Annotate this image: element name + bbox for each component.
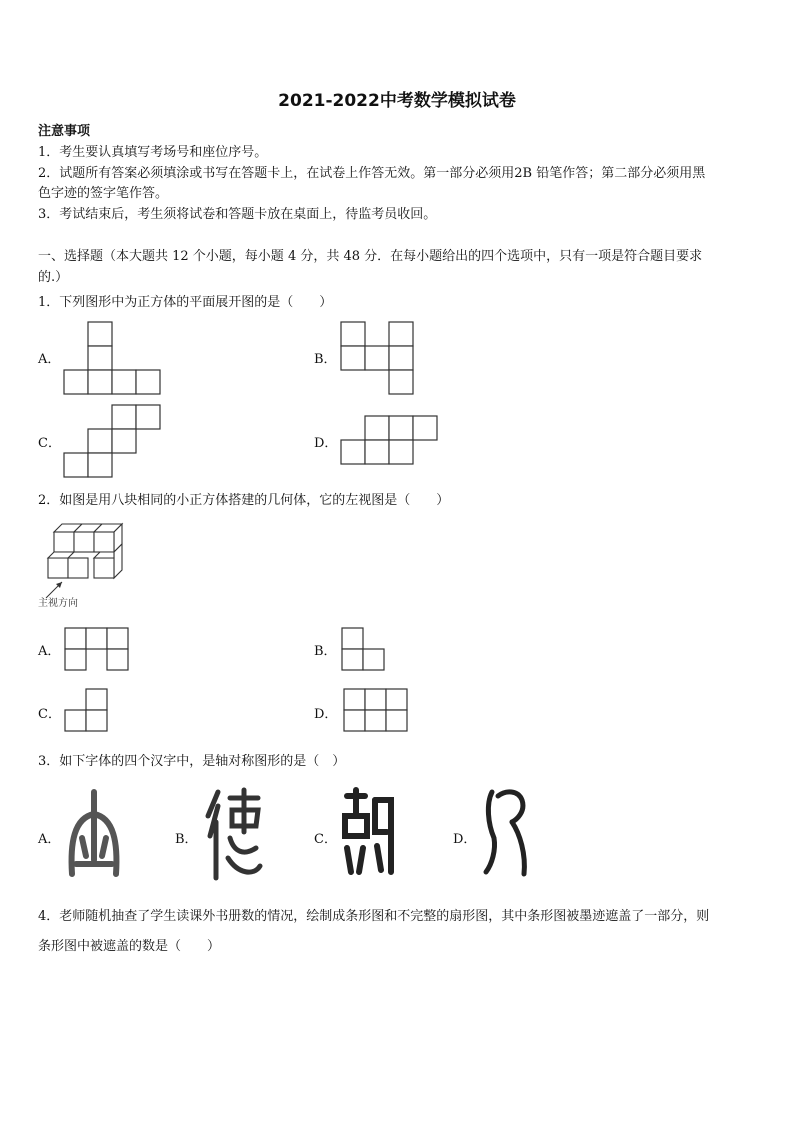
notes-heading: 注意事项 <box>38 124 91 139</box>
note-item-2: 2．试题所有答案必须填涂或书写在答题卡上，在试卷上作答无效。第一部分必须用2B 铅笔作答；第二部分必须用黑 <box>38 166 706 181</box>
section-heading-cont: 的.） <box>38 270 69 285</box>
q3-option-b-glyph <box>204 786 264 882</box>
q3-option-c-glyph <box>341 786 397 878</box>
q2-option-b-label[interactable]: B． <box>314 644 337 659</box>
q2-option-b-view <box>341 627 391 672</box>
note-item-2-cont: 色字迹的签字笔作答。 <box>38 186 169 201</box>
q2-option-a-view <box>64 627 134 672</box>
q1-option-d-net <box>341 416 441 466</box>
question-4-stem: 4．老师随机抽查了学生读课外书册数的情况，绘制成条形图和不完整的扇形图，其中条形图被墨迹遮盖了一部分，则 <box>38 909 710 924</box>
q2-solid-figure <box>44 520 134 590</box>
section-heading: 一、选择题（本大题共 12 个小题，每小题 4 分，共 48 分．在每小题给出的四个选项中，只有一项是符合题目要求 <box>38 249 703 264</box>
q2-option-d-view <box>343 688 413 733</box>
q1-option-a-label[interactable]: A． <box>38 352 61 367</box>
q1-option-c-label[interactable]: C． <box>38 436 61 451</box>
question-4-stem-cont: 条形图中被遮盖的数是（ ） <box>38 939 221 954</box>
q2-option-c-label[interactable]: C． <box>38 707 61 722</box>
q1-option-b-label[interactable]: B． <box>314 352 337 367</box>
q3-option-a-label[interactable]: A． <box>38 832 61 847</box>
q3-option-c-label[interactable]: C． <box>314 832 337 847</box>
q2-option-c-view <box>64 688 114 733</box>
page-title: 2021-2022中考数学模拟试卷 <box>278 91 516 111</box>
q1-option-b-net <box>341 321 421 396</box>
question-1-stem: 1．下列图形中为正方体的平面展开图的是（ ） <box>38 295 333 310</box>
q2-option-a-label[interactable]: A． <box>38 644 61 659</box>
note-item-3: 3．考试结束后，考生须将试卷和答题卡放在桌面上，待监考员收回。 <box>38 207 437 222</box>
q1-option-a-net <box>64 321 164 396</box>
q2-view-direction-caption: 主视方向 <box>38 598 78 609</box>
q3-option-d-glyph <box>482 784 532 880</box>
q3-option-d-label[interactable]: D． <box>453 832 477 847</box>
q3-option-a-glyph <box>64 788 124 880</box>
question-2-stem: 2．如图是用八块相同的小正方体搭建的几何体，它的左视图是（ ） <box>38 493 450 508</box>
q1-option-c-net <box>64 404 164 479</box>
q3-option-b-label[interactable]: B． <box>175 832 198 847</box>
note-item-1: 1．考生要认真填写考场号和座位序号。 <box>38 145 268 160</box>
q2-option-d-label[interactable]: D． <box>314 707 338 722</box>
q1-option-d-label[interactable]: D． <box>314 436 338 451</box>
question-3-stem: 3．如下字体的四个汉字中，是轴对称图形的是（ ） <box>38 754 346 769</box>
